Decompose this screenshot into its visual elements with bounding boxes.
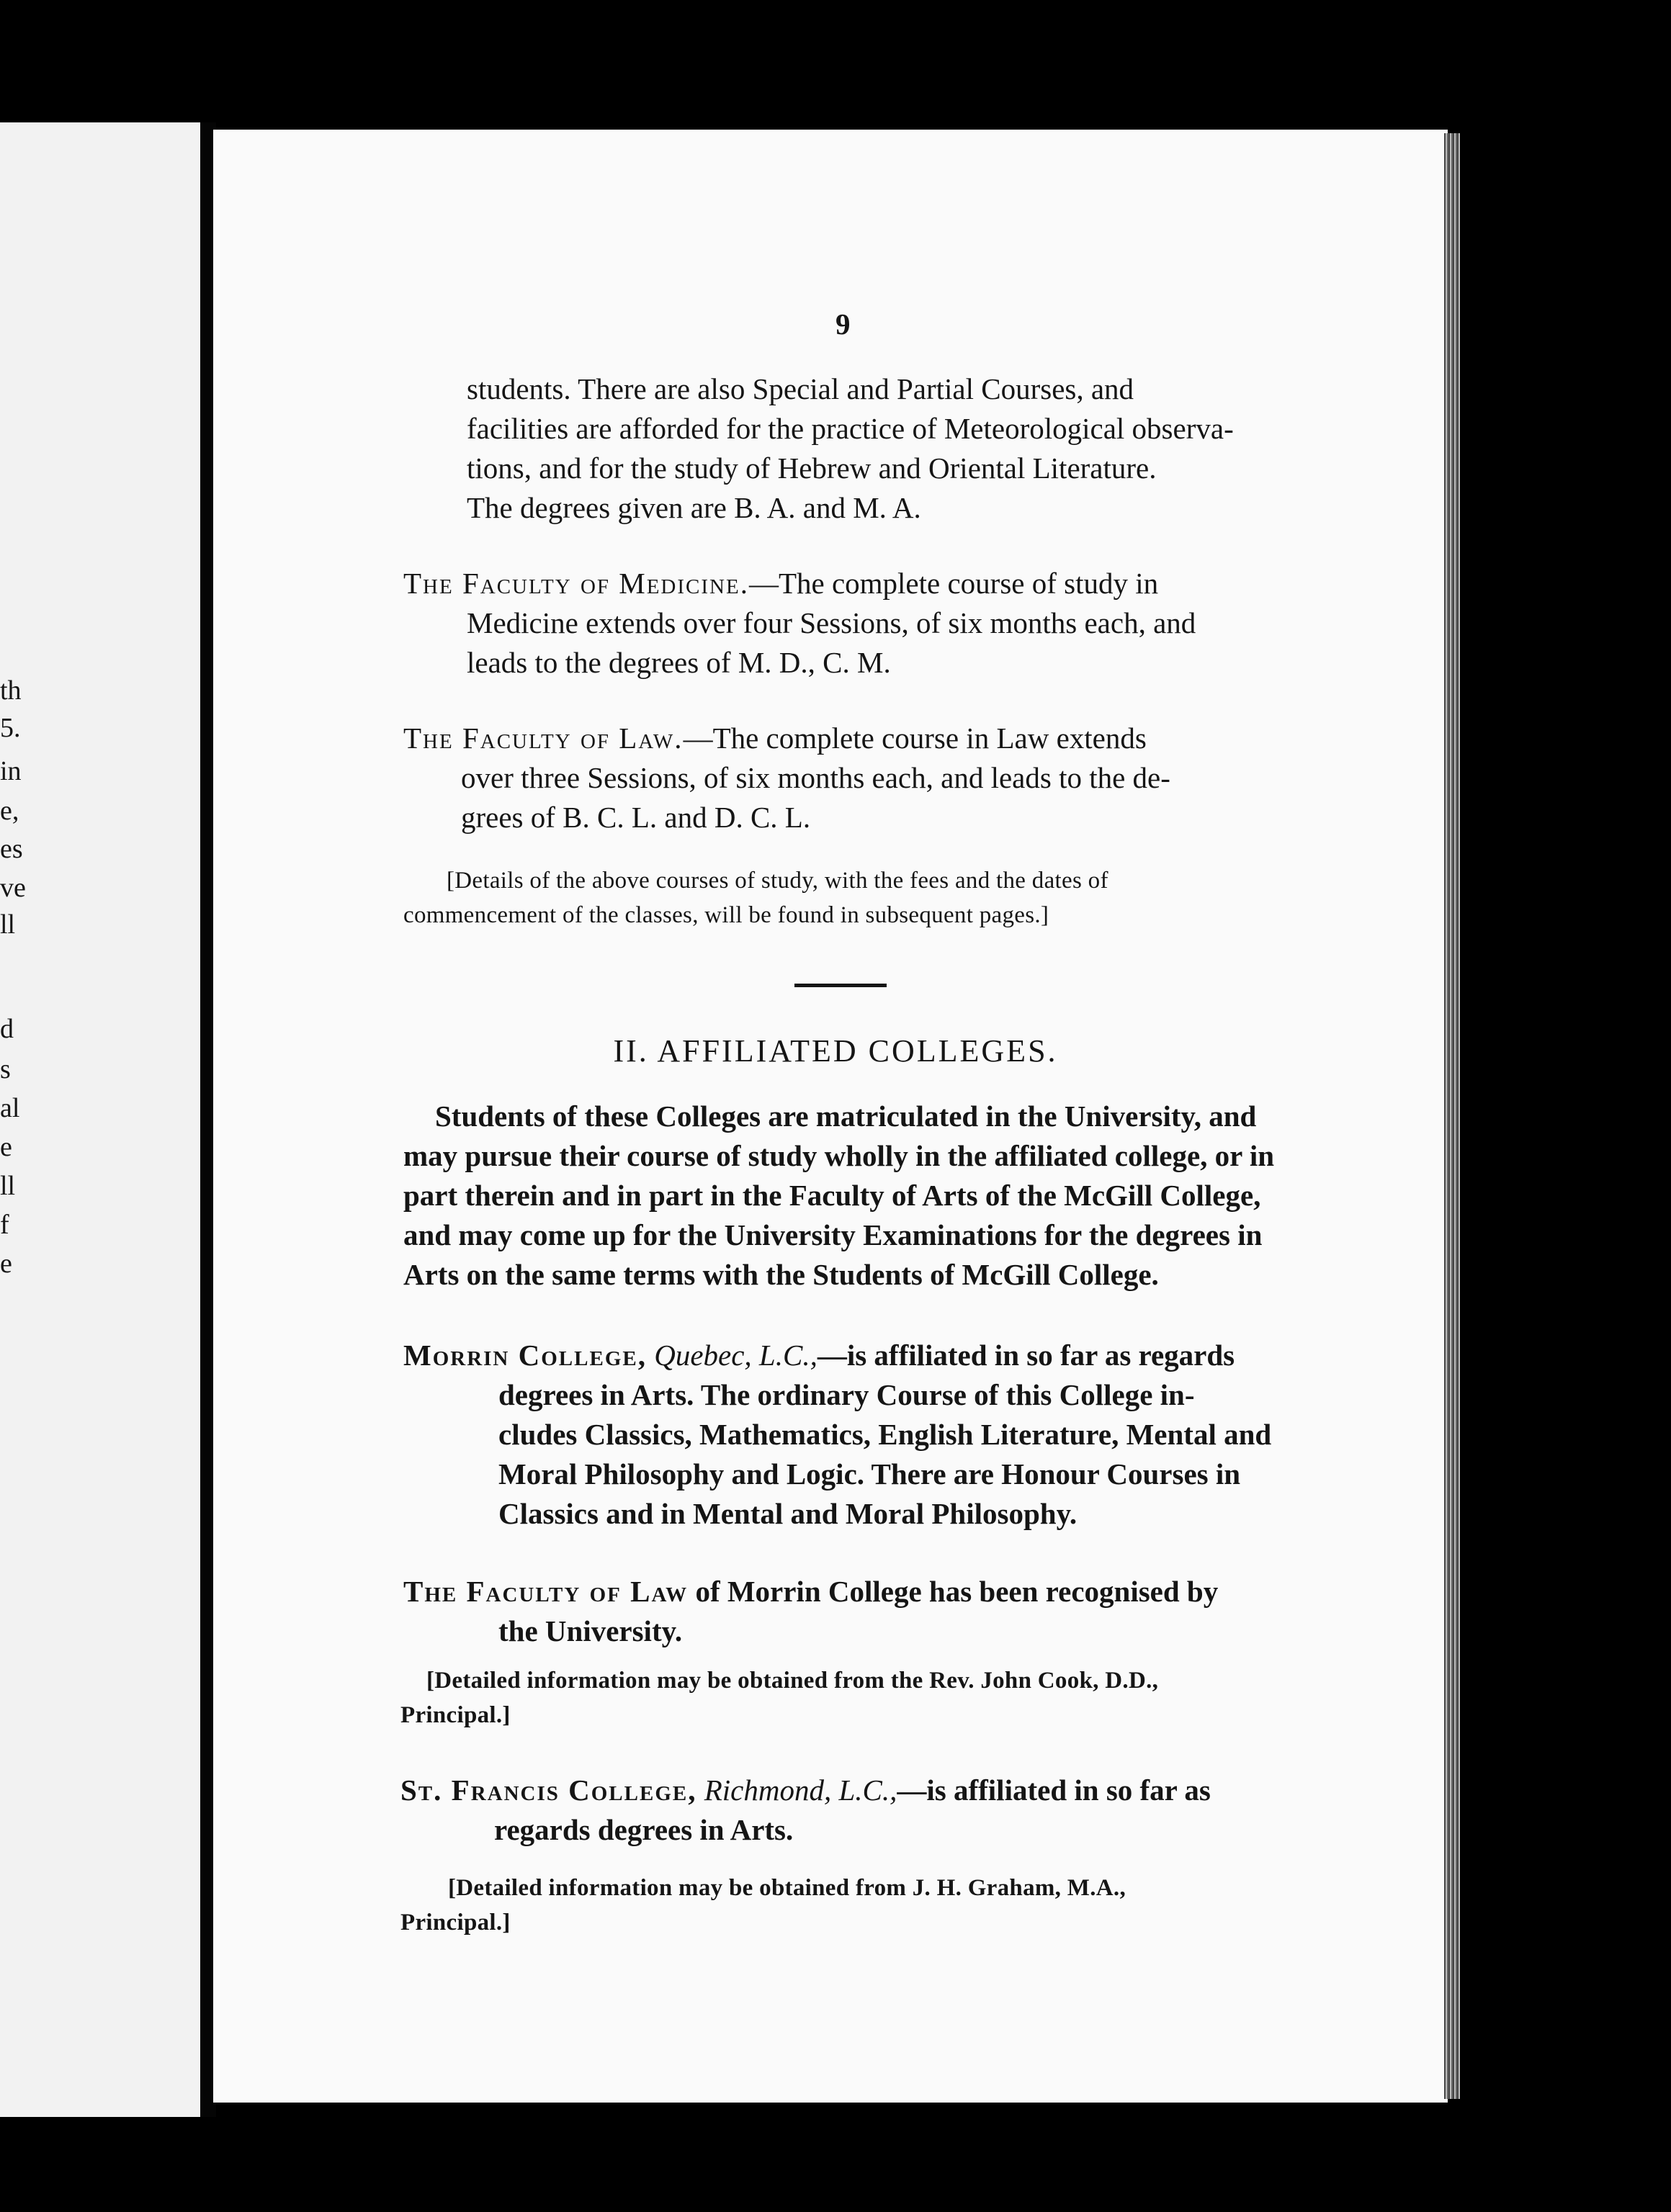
left-text-fragment: e, <box>0 796 19 826</box>
text-line: may pursue their course of study wholly in the affiliated college, or in <box>403 1139 1275 1172</box>
text-line: —is affiliated in so far as regards <box>817 1339 1235 1372</box>
st-francis-college-name: St. Francis College, <box>400 1773 697 1807</box>
left-text-fragment: in <box>0 756 22 786</box>
text-line: regards degrees in Arts. <box>494 1813 794 1846</box>
faculty-medicine-line <box>403 569 1158 598</box>
text-line: Students of these Colleges are matriculated in the University, and <box>435 1100 1257 1133</box>
text-line: grees of B. C. L. and D. C. L. <box>461 801 811 834</box>
note-line: commencement of the classes, will be found in subsequent pages.] <box>403 902 1049 928</box>
left-text-fragment: 5. <box>0 713 21 743</box>
left-text-fragment: al <box>0 1093 20 1123</box>
left-text-fragment: e <box>0 1132 12 1162</box>
note-line: Principal.] <box>400 1910 511 1936</box>
note-line: [Details of the above courses of study, with the fees and the dates of <box>447 868 1108 894</box>
section-heading: II. AFFILIATED COLLEGES. <box>613 1033 1058 1069</box>
left-text-fragment: d <box>0 1014 14 1044</box>
left-text-fragment: ll <box>0 909 16 940</box>
text-line: Moral Philosophy and Logic. There are Honour Courses in <box>498 1457 1241 1491</box>
morrin-college-place: Quebec, L.C., <box>654 1339 817 1372</box>
text-line: —The complete course of study in <box>748 567 1159 600</box>
left-text-fragment: ve <box>0 873 26 903</box>
page-number: 9 <box>836 307 851 341</box>
text-line: —is affiliated in so far as <box>897 1773 1211 1807</box>
st-francis-college-place: Richmond, L.C., <box>704 1773 897 1807</box>
text-line: facilities are afforded for the practice of Meteorological observa- <box>467 412 1234 445</box>
text-line: and may come up for the University Examinations for the degrees in <box>403 1218 1263 1251</box>
morrin-law-heading: The Faculty of Law <box>403 1575 689 1608</box>
left-page-fragment <box>0 122 213 2117</box>
note-line: [Detailed information may be obtained from the Rev. John Cook, D.D., <box>426 1668 1159 1694</box>
morrin-law-line <box>403 1577 1218 1606</box>
text-line: over three Sessions, of six months each, and leads to the de- <box>461 761 1170 794</box>
note-line: Principal.] <box>400 1702 511 1728</box>
st-francis-college-line <box>400 1773 1211 1807</box>
text-line: students. There are also Special and Partial Courses, and <box>467 372 1134 405</box>
text-line: part therein and in part in the Faculty of Arts of the McGill College, <box>403 1179 1261 1212</box>
text-line: tions, and for the study of Hebrew and Oriental Literature. <box>467 451 1157 485</box>
page-edge <box>1444 133 1460 2099</box>
note-line: [Detailed information may be obtained from J. H. Graham, M.A., <box>448 1875 1126 1901</box>
section-divider <box>794 984 887 987</box>
text-line: of Morrin College has been recognised by <box>695 1575 1219 1608</box>
text-line: Medicine extends over four Sessions, of six months each, and <box>467 606 1196 639</box>
text-line: the University. <box>498 1614 683 1647</box>
text-line: cludes Classics, Mathematics, English Literature, Mental and <box>498 1418 1272 1451</box>
left-text-fragment: ll <box>0 1171 16 1201</box>
text-line: Classics and in Mental and Moral Philosophy. <box>498 1497 1078 1530</box>
left-text-fragment: es <box>0 834 23 864</box>
text-line: Arts on the same terms with the Students of McGill College. <box>403 1258 1159 1291</box>
left-text-fragment: f <box>0 1210 9 1240</box>
text-line: leads to the degrees of M. D., C. M. <box>467 646 891 679</box>
left-text-fragment: s <box>0 1054 11 1084</box>
left-text-fragment: th <box>0 675 22 706</box>
morrin-college-name: Morrin College, <box>403 1339 647 1372</box>
faculty-law-heading: The Faculty of Law. <box>403 721 684 755</box>
faculty-law-line <box>403 721 1147 755</box>
text-line: The degrees given are B. A. and M. A. <box>467 491 921 524</box>
morrin-college-line <box>403 1341 1235 1370</box>
left-text-fragment: e <box>0 1249 12 1279</box>
faculty-medicine-heading: The Faculty of Medicine. <box>403 567 749 600</box>
text-line: degrees in Arts. The ordinary Course of this College in- <box>498 1378 1195 1411</box>
text-line: —The complete course in Law extends <box>683 721 1147 755</box>
